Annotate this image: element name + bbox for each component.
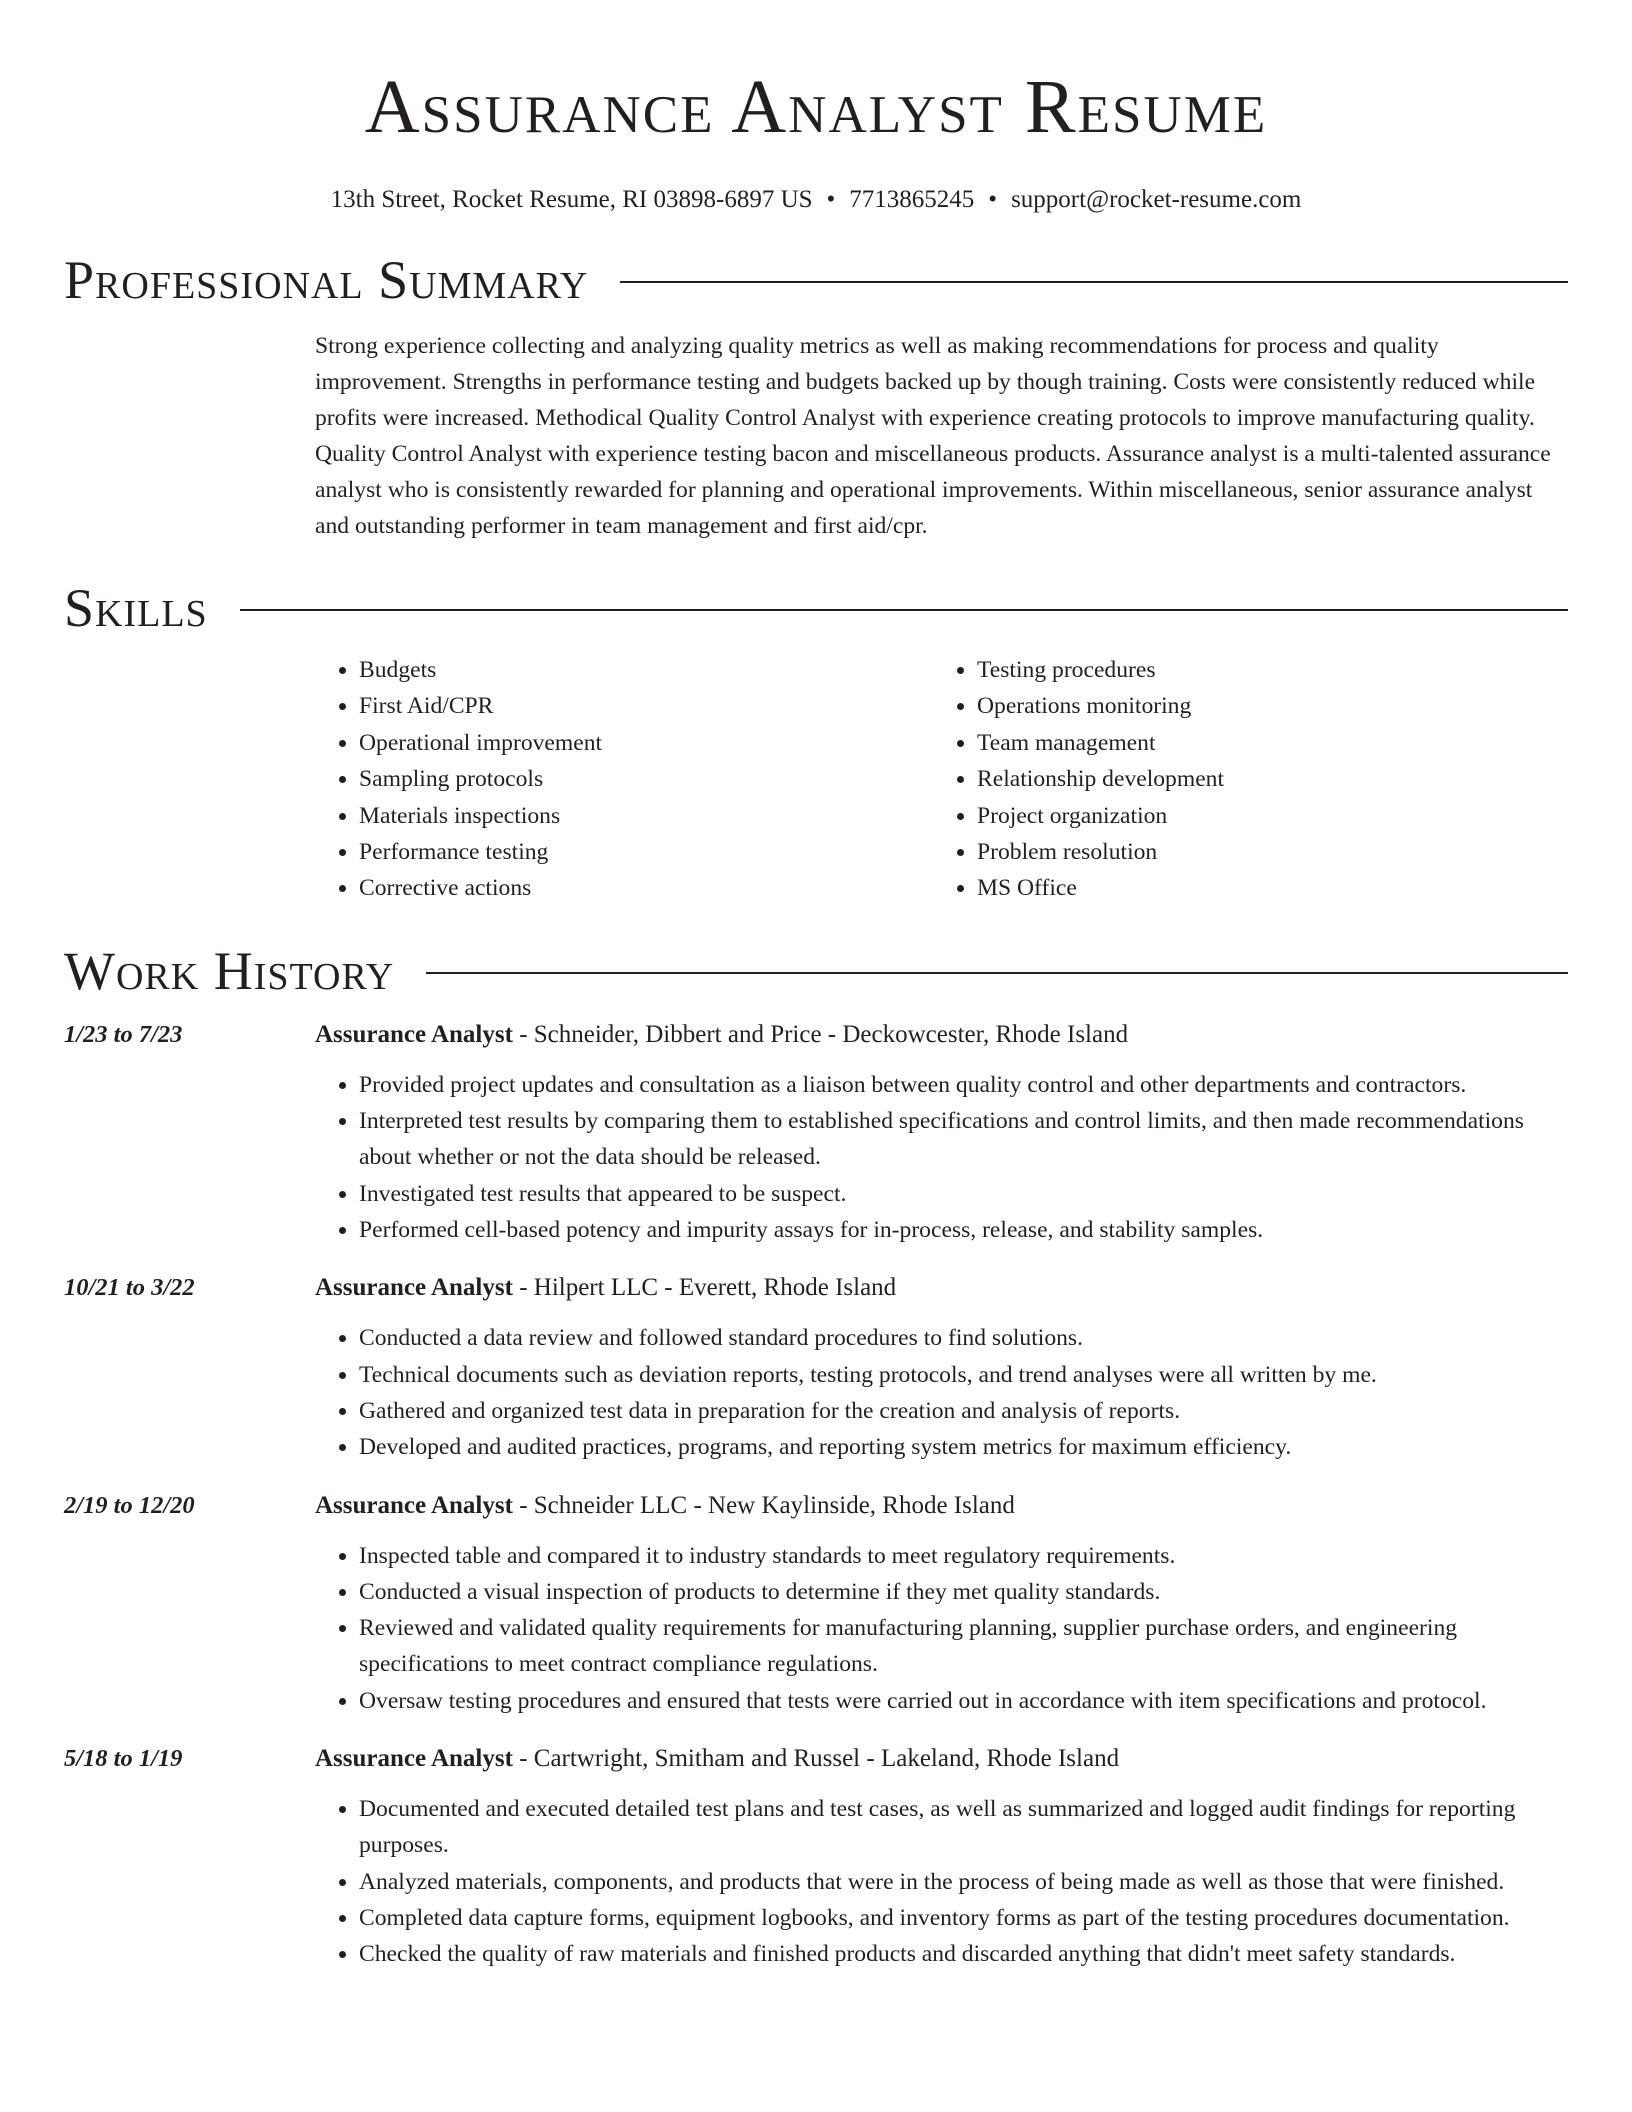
job-dates: 1/23 to 7/23 [64,1020,183,1048]
job-bullets [315,1320,1568,1465]
skills-column-left [315,652,933,907]
job-bullets [315,1791,1568,1972]
skill-item: • Relationship development [977,761,1551,797]
job-bullet: • Analyzed materials, components, and products that were in the process of being made as well as those that were finished. [359,1864,1568,1900]
job-company: - Cartwright, Smitham and Russel - Lakeland, Rhode Island [512,1745,1120,1772]
summary-heading: Professional Summary [64,250,589,310]
contact-address: 13th Street, Rocket Resume, RI 03898-6897 US [330,186,813,213]
skill-item: • Operations monitoring [977,688,1551,724]
section-divider [240,609,1568,611]
job-entry [64,1017,1568,1248]
summary-section-header [64,248,1568,312]
job-bullet: • Documented and executed detailed test plans and test cases, as well as summarized and logged audit findings for reporting purposes. [359,1791,1568,1864]
job-company: - Schneider, Dibbert and Price - Deckowcester, Rhode Island [512,1020,1129,1048]
job-company: - Hilpert LLC - Everett, Rhode Island [512,1274,897,1302]
skill-item: • Materials inspections [359,798,933,834]
job-bullet: • Conducted a visual inspection of products to determine if they met quality standards. [359,1574,1568,1610]
skills-heading: Skills [64,578,208,638]
job-bullet: • Performed cell-based potency and impurity assays for in-process, release, and stability samples. [359,1212,1568,1248]
job-details [315,1741,1568,1972]
resume-title: Assurance Analyst Resume [364,65,1268,149]
job-bullet: • Interpreted test results by comparing them to established specifications and control limits, and then made recommendations about whether or not the data should be released. [359,1103,1568,1176]
job-company: - Schneider LLC - New Kaylinside, Rhode Island [512,1491,1015,1519]
job-header [315,1488,1568,1524]
job-header [315,1270,1568,1306]
section-divider [426,972,1568,974]
skill-item: • Budgets [359,652,933,688]
skill-item: • Corrective actions [359,870,933,906]
work-history-list [64,1017,1568,1973]
skills-column-right [933,652,1551,907]
job-details [315,1488,1568,1719]
contact-phone: 7713865245 [849,186,975,213]
job-bullet: • Oversaw testing procedures and ensured that tests were carried out in accordance with item specifications and protocol. [359,1683,1568,1719]
work-section-header [64,939,1568,1003]
job-role: Assurance Analyst [315,1274,513,1302]
skill-item: • Problem resolution [977,834,1551,870]
job-role: Assurance Analyst [315,1491,513,1519]
job-header [315,1017,1568,1053]
job-details [315,1017,1568,1248]
skill-item: • Performance testing [359,834,933,870]
job-dates: 2/19 to 12/20 [64,1491,195,1519]
job-bullet: • Checked the quality of raw materials and finished products and discarded anything that didn't meet safety standards. [359,1936,1568,1972]
skills-list [315,652,1568,907]
job-entry [64,1488,1568,1719]
job-bullet: • Technical documents such as deviation reports, testing protocols, and trend analyses were all written by me. [359,1357,1568,1393]
job-bullet: • Inspected table and compared it to industry standards to meet regulatory requirements. [359,1538,1568,1574]
job-bullet: • Completed data capture forms, equipment logbooks, and inventory forms as part of the testing procedures documentation. [359,1900,1568,1936]
section-divider [620,281,1568,283]
job-bullets [315,1067,1568,1248]
skill-item: • Project organization [977,798,1551,834]
job-entry [64,1270,1568,1465]
skills-section-header [64,576,1568,640]
job-bullet: • Gathered and organized test data in preparation for the creation and analysis of reports. [359,1393,1568,1429]
job-dates: 10/21 to 3/22 [64,1274,195,1302]
skill-item: • First Aid/CPR [359,688,933,724]
job-bullets [315,1538,1568,1719]
job-bullet: • Conducted a data review and followed standard procedures to find solutions. [359,1320,1568,1356]
job-role: Assurance Analyst [315,1020,513,1048]
job-bullet: • Developed and audited practices, programs, and reporting system metrics for maximum efficiency. [359,1429,1568,1465]
job-bullet: • Reviewed and validated quality requirements for manufacturing planning, supplier purchase orders, and engineering specifications to meet contract compliance regulations. [359,1610,1568,1683]
job-entry [64,1741,1568,1972]
summary-text: Strong experience collecting and analyzing quality metrics as well as making recommendations for process and quality improvement. Strengths in performance testing and budgets backed up by though training. Costs were consistently reduced while profits were increased. Methodical Quality Control Analyst with experience creating protocols to improve manufacturing quality. Quality Control Analyst with experience testing bacon and miscellaneous products. Assurance analyst is a multi-talented assurance analyst who is consistently rewarded for planning and operational improvements. Within miscellaneous, senior assurance analyst and outstanding performer in team management and first aid/cpr. [315,333,1551,539]
job-header [315,1741,1568,1777]
contact-separator: • [826,186,836,213]
skill-item: • Testing procedures [977,652,1551,688]
resume-page [64,0,1568,1972]
skill-item: • Operational improvement [359,725,933,761]
job-dates: 5/18 to 1/19 [64,1745,183,1772]
job-details [315,1270,1568,1465]
job-bullet: • Investigated test results that appeared to be suspect. [359,1176,1568,1212]
contact-separator: • [988,186,998,213]
skill-item: • Team management [977,725,1551,761]
skill-item: • Sampling protocols [359,761,933,797]
skill-item: • MS Office [977,870,1551,906]
work-heading: Work History [64,940,395,1001]
job-role: Assurance Analyst [315,1745,513,1772]
contact-email: support@rocket-resume.com [1011,186,1302,213]
contact-line [64,184,1568,216]
job-bullet: • Provided project updates and consultation as a liaison between quality control and other departments and contractors. [359,1067,1568,1103]
